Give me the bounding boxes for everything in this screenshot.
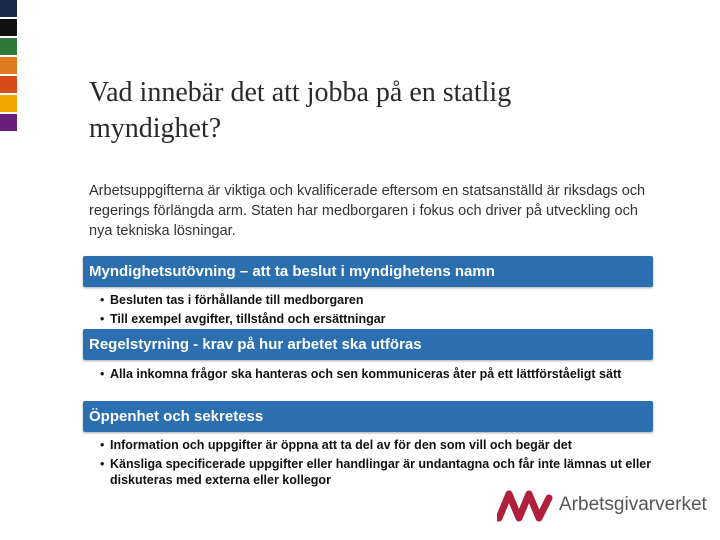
bullet-item: • Information och uppgifter är öppna att ta del av för den som vill och begär det xyxy=(98,437,658,453)
section-bullets-regelstyrning xyxy=(98,366,658,385)
strip-swatch xyxy=(0,57,17,74)
logo-text: Arbetsgivarverket xyxy=(559,494,707,515)
arbetsgivarverket-logo xyxy=(497,488,707,524)
bullet-item: • Känsliga specificerade uppgifter eller handlingar är undantagna och får inte lämnas ut eller diskuteras med externa eller kollegor xyxy=(98,456,658,488)
section-bullets-oppenhet xyxy=(98,437,658,491)
section-heading-myndighetsutovning: Myndighetsutövning – att ta beslut i myndighetens namn xyxy=(83,256,653,287)
section-heading-oppenhet: Öppenhet och sekretess xyxy=(83,401,653,432)
strip-swatch xyxy=(0,114,17,131)
strip-swatch xyxy=(0,19,17,36)
strip-swatch xyxy=(0,95,17,112)
bullet-item: • Till exempel avgifter, tillstånd och ersättningar xyxy=(98,311,658,327)
strip-swatch xyxy=(0,0,17,17)
color-strip xyxy=(0,0,17,133)
strip-swatch xyxy=(0,76,17,93)
bullet-item: • Besluten tas i förhållande till medborgaren xyxy=(98,292,658,308)
strip-swatch xyxy=(0,38,17,55)
slide-title: Vad innebär det att jobba på en statlig myndighet? xyxy=(89,77,512,144)
arbetsgivarverket-logo-mark-icon xyxy=(497,488,557,524)
section-bullets-myndighetsutovning xyxy=(98,292,658,330)
section-heading-regelstyrning: Regelstyrning - krav på hur arbetet ska utföras xyxy=(83,329,653,360)
intro-paragraph: Arbetsuppgifterna är viktiga och kvalificerade eftersom en statsanställd är riksdags och regerings förlängda arm. Staten har medborgaren i fokus och driver på utveckling och nya tekniska lösningar. xyxy=(89,183,646,239)
bullet-item: • Alla inkomna frågor ska hanteras och sen kommuniceras åter på ett lättförståeligt sätt xyxy=(98,366,658,382)
